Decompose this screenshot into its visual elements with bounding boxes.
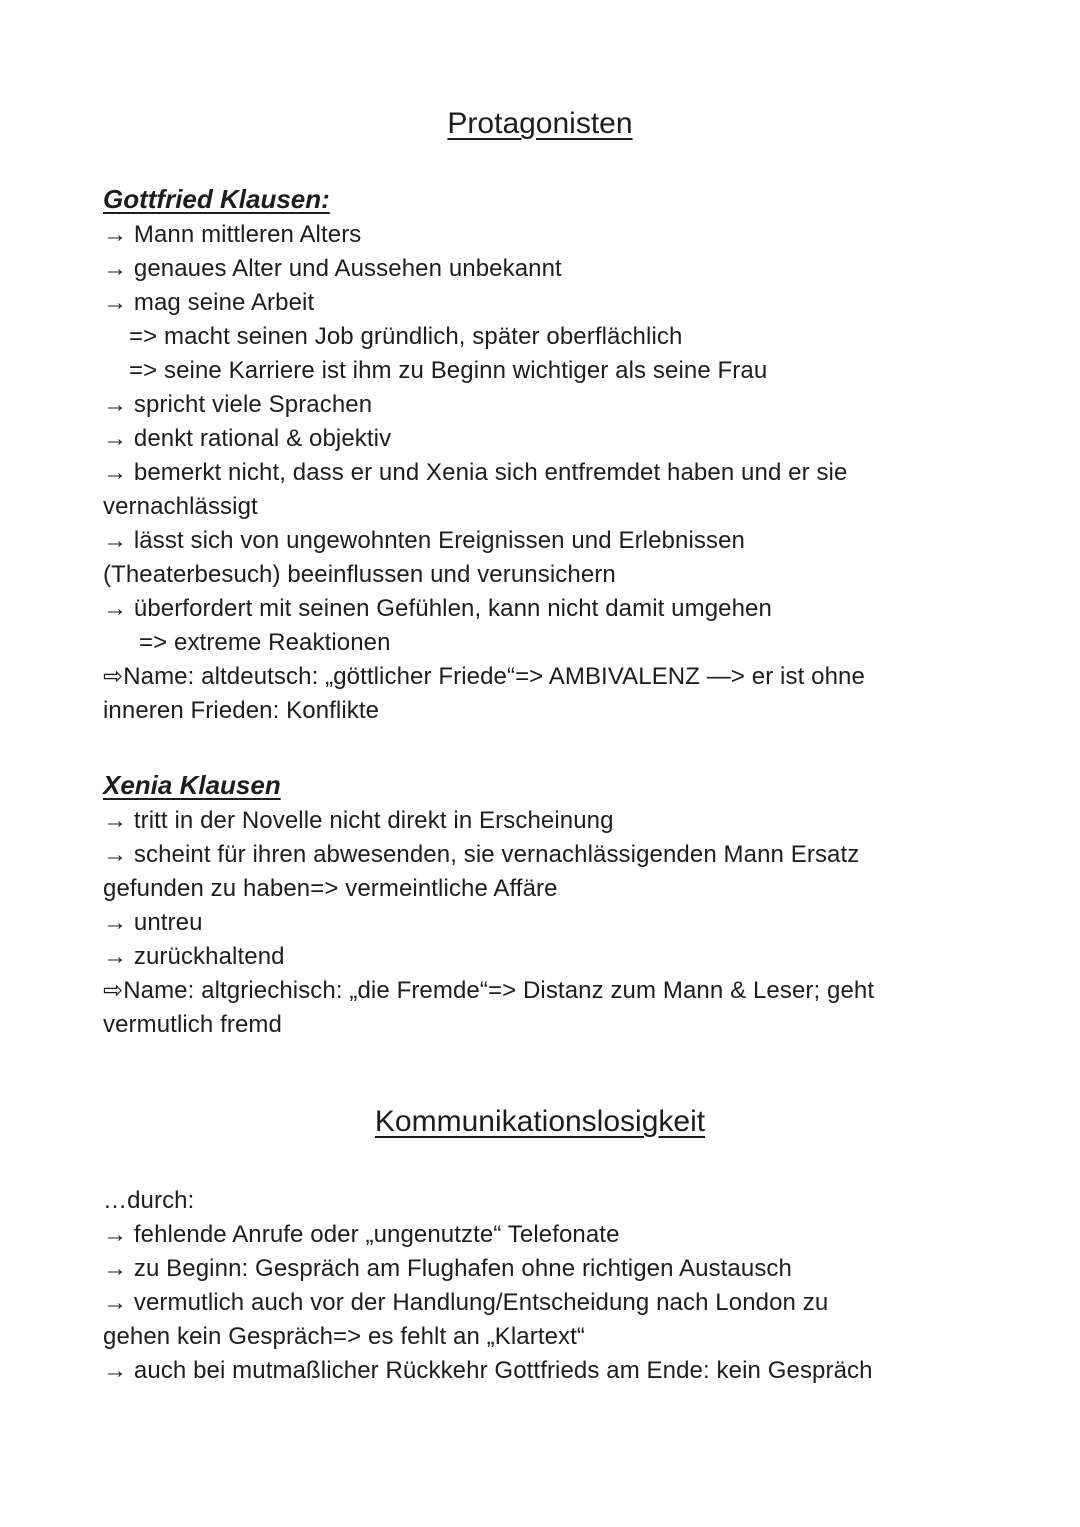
note-line: gefunden zu haben=> vermeintliche Affäre bbox=[103, 875, 558, 902]
note-line: → zu Beginn: Gespräch am Flughafen ohne richtigen Austausch bbox=[103, 1255, 792, 1282]
note-line: → vermutlich auch vor der Handlung/Entscheidung nach London zu bbox=[103, 1289, 829, 1316]
note-line: → genaues Alter und Aussehen unbekannt bbox=[103, 255, 562, 282]
note-line: → mag seine Arbeit bbox=[103, 289, 315, 316]
note-line: …durch: bbox=[103, 1187, 195, 1214]
note-line: → spricht viele Sprachen bbox=[103, 391, 373, 418]
note-line: (Theaterbesuch) beeinflussen und verunsichern bbox=[103, 561, 616, 588]
note-line: → Mann mittleren Alters bbox=[103, 221, 362, 248]
note-line: => macht seinen Job gründlich, später oberflächlich bbox=[129, 323, 683, 350]
section-gottfried-klausen bbox=[103, 182, 1004, 728]
note-line: → denkt rational & objektiv bbox=[103, 425, 392, 452]
note-line: → bemerkt nicht, dass er und Xenia sich entfremdet haben und er sie bbox=[103, 459, 848, 486]
note-line: ⇨Name: altdeutsch: „göttlicher Friede“=> AMBIVALENZ —> er ist ohne bbox=[103, 663, 865, 690]
spacer bbox=[103, 144, 1004, 182]
note-line: → auch bei mutmaßlicher Rückkehr Gottfrieds am Ende: kein Gespräch bbox=[103, 1357, 873, 1384]
spacer bbox=[103, 1142, 1004, 1184]
page-title-protagonisten: Protagonisten bbox=[447, 107, 633, 140]
note-line: → scheint für ihren abwesenden, sie vernachlässigenden Mann Ersatz bbox=[103, 841, 860, 868]
spacer bbox=[103, 728, 1004, 768]
note-line: vernachlässigt bbox=[103, 493, 258, 520]
note-line: → untreu bbox=[103, 909, 203, 936]
section-heading: Gottfried Klausen: bbox=[103, 184, 330, 214]
note-line: inneren Frieden: Konflikte bbox=[103, 697, 380, 724]
note-line: vermutlich fremd bbox=[103, 1011, 282, 1038]
spacer bbox=[103, 1042, 1004, 1102]
note-line: → lässt sich von ungewohnten Ereignissen und Erlebnissen bbox=[103, 527, 745, 554]
note-line: → tritt in der Novelle nicht direkt in Erscheinung bbox=[103, 807, 614, 834]
section-kommunikationslosigkeit bbox=[103, 1184, 1004, 1388]
section-heading: Xenia Klausen bbox=[103, 770, 281, 800]
note-line: => seine Karriere ist ihm zu Beginn wichtiger als seine Frau bbox=[129, 357, 768, 384]
note-line: => extreme Reaktionen bbox=[139, 629, 391, 656]
note-line: ⇨Name: altgriechisch: „die Fremde“=> Distanz zum Mann & Leser; geht bbox=[103, 977, 875, 1004]
note-line: → zurückhaltend bbox=[103, 943, 285, 970]
note-line: → überfordert mit seinen Gefühlen, kann nicht damit umgehen bbox=[103, 595, 772, 622]
note-line: gehen kein Gespräch=> es fehlt an „Klartext“ bbox=[103, 1323, 586, 1350]
note-line: → fehlende Anrufe oder „ungenutzte“ Telefonate bbox=[103, 1221, 620, 1248]
page-title-kommunikationslosigkeit: Kommunikationslosigkeit bbox=[374, 1105, 706, 1138]
section-xenia-klausen bbox=[103, 768, 1004, 1042]
